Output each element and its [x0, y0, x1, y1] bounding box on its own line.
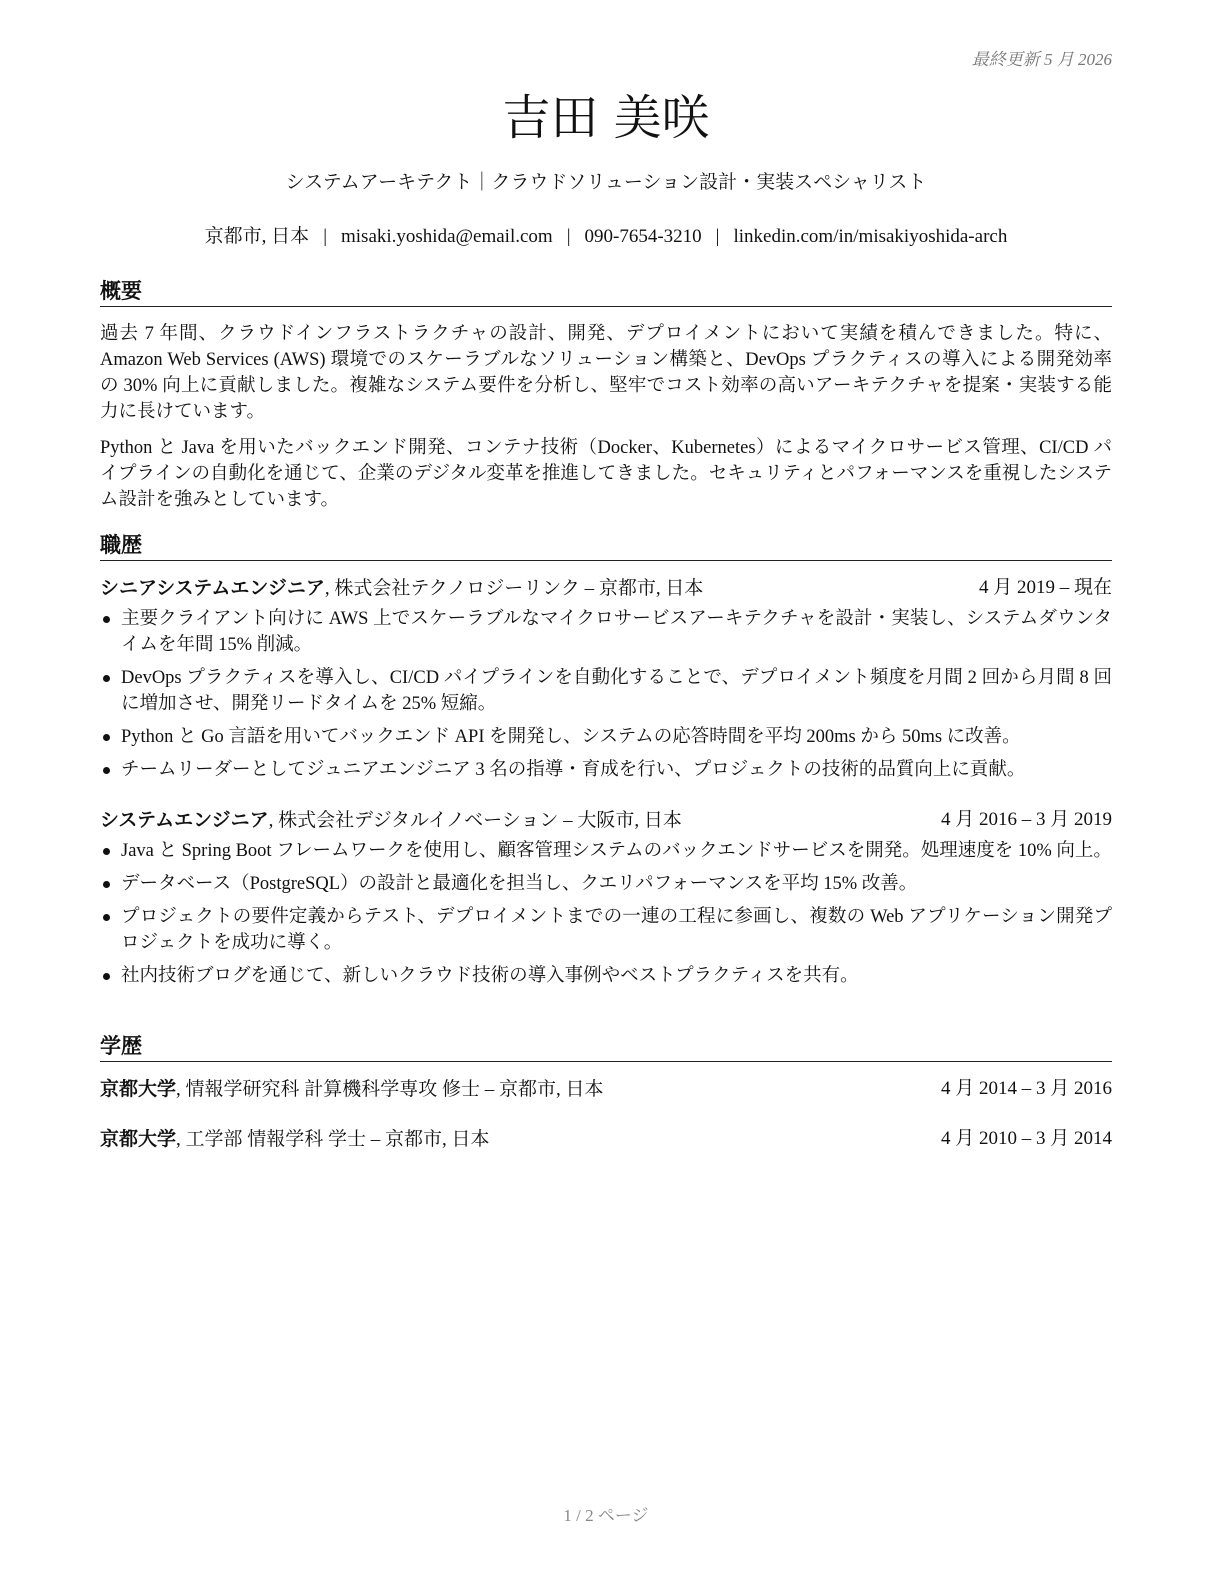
candidate-name: 吉田 美咲	[502, 90, 710, 146]
job-header	[100, 806, 1112, 834]
experience-heading: 職歴	[100, 531, 1112, 561]
job-header	[100, 574, 1112, 602]
bullet-item: 主要クライアント向けに AWS 上でスケーラブルなマイクロサービスアーキテクチャを設計・実装し、システムダウンタイムを年間 15% 削減。	[100, 606, 1112, 658]
contact-email[interactable]: misaki.yoshida@email.com	[341, 226, 553, 247]
contact-location: 京都市, 日本	[204, 226, 310, 247]
resume-page	[100, 0, 1112, 1584]
education-heading: 学歴	[100, 1032, 1112, 1062]
job-company: , 株式会社デジタルイノベーション – 大阪市, 日本	[268, 810, 682, 831]
bullet-dot	[103, 767, 110, 774]
school-name: 京都大学	[100, 1128, 177, 1150]
bullet-item: プロジェクトの要件定義からテスト、デプロイメントまでの一連の工程に参画し、複数の Web アプリケーション開発プロジェクトを成功に導く。	[100, 904, 1112, 956]
contact-separator: |	[566, 226, 571, 247]
bullet-item: Python と Go 言語を用いてバックエンド API を開発し、システムの応答時間を平均 200ms から 50ms に改善。	[100, 724, 1112, 750]
contact-phone: 090-7654-3210	[584, 226, 702, 247]
bullet-item: データベース（PostgreSQL）の設計と最適化を担当し、クエリパフォーマンスを平均 15% 改善。	[100, 871, 1112, 897]
bullet-dot	[103, 881, 110, 888]
education-dates: 4 月 2014 – 3 月 2016	[940, 1078, 1112, 1099]
bullet-dot	[103, 973, 110, 980]
bullet-dot	[103, 914, 110, 921]
last-updated: 最終更新 5 月 2026	[971, 50, 1112, 69]
bullet-item: DevOps プラクティスを導入し、CI/CD パイプラインを自動化することで、デプロイメント頻度を月間 2 回から月間 8 回に増加させ、開発リードタイムを 25% 短縮。	[100, 665, 1112, 717]
job-bullets	[100, 606, 1112, 790]
education-entry	[100, 1125, 1112, 1153]
education-entry	[100, 1075, 1112, 1103]
summary-heading: 概要	[100, 277, 1112, 307]
degree-detail: , 工学部 情報学科 学士 – 京都市, 日本	[176, 1129, 490, 1150]
job-company: , 株式会社テクノロジーリンク – 京都市, 日本	[324, 578, 704, 599]
education-dates: 4 月 2010 – 3 月 2014	[940, 1128, 1112, 1149]
school-name: 京都大学	[100, 1078, 177, 1100]
job-dates: 4 月 2016 – 3 月 2019	[940, 809, 1112, 830]
contact-linkedin[interactable]: linkedin.com/in/misakiyoshida-arch	[733, 226, 1008, 247]
job-bullets	[100, 838, 1112, 996]
page-number: 1 / 2 ページ	[563, 1506, 649, 1525]
job-title: システムエンジニア	[100, 809, 269, 831]
bullet-item: Java と Spring Boot フレームワークを使用し、顧客管理システムのバックエンドサービスを開発。処理速度を 10% 向上。	[100, 838, 1112, 864]
degree-detail: , 情報学研究科 計算機科学専攻 修士 – 京都市, 日本	[176, 1079, 604, 1100]
bullet-dot	[103, 848, 110, 855]
bullet-dot	[103, 616, 110, 623]
job-dates: 4 月 2019 – 現在	[978, 577, 1112, 598]
contact-separator: |	[323, 226, 327, 247]
bullet-dot	[103, 734, 110, 741]
summary-paragraph-1: 過去 7 年間、クラウドインフラストラクチャの設計、開発、デプロイメントにおいて実績を積んできました。特に、Amazon Web Services (AWS) 環境でのスケーラブルなソリューション構築と、DevOps プラクティスの導入による開発効率の 30% 向上に貢献しました。複雑なシステム要件を分析し、堅牢でコスト効率の高いアーキテクチャを提案・実装する能力に長けています。	[100, 324, 1112, 422]
bullet-item: 社内技術ブログを通じて、新しいクラウド技術の導入事例やベストプラクティスを共有。	[100, 963, 1112, 989]
tagline: システムアーキテクト｜クラウドソリューション設計・実装スペシャリスト	[285, 171, 927, 193]
summary-paragraph-2: Python と Java を用いたバックエンド開発、コンテナ技術（Docker、Kubernetes）によるマイクロサービス管理、CI/CD パイプラインの自動化を通じて、企業のデジタル変革を推進してきました。セキュリティとパフォーマンスを重視したシステム設計を強みとしています。	[100, 438, 1112, 510]
bullet-dot	[103, 675, 110, 682]
job-title: シニアシステムエンジニア	[100, 577, 325, 599]
bullet-item: チームリーダーとしてジュニアエンジニア 3 名の指導・育成を行い、プロジェクトの技術的品質向上に貢献。	[100, 757, 1112, 783]
contact-separator: |	[715, 226, 720, 247]
contact-line	[100, 224, 1112, 250]
